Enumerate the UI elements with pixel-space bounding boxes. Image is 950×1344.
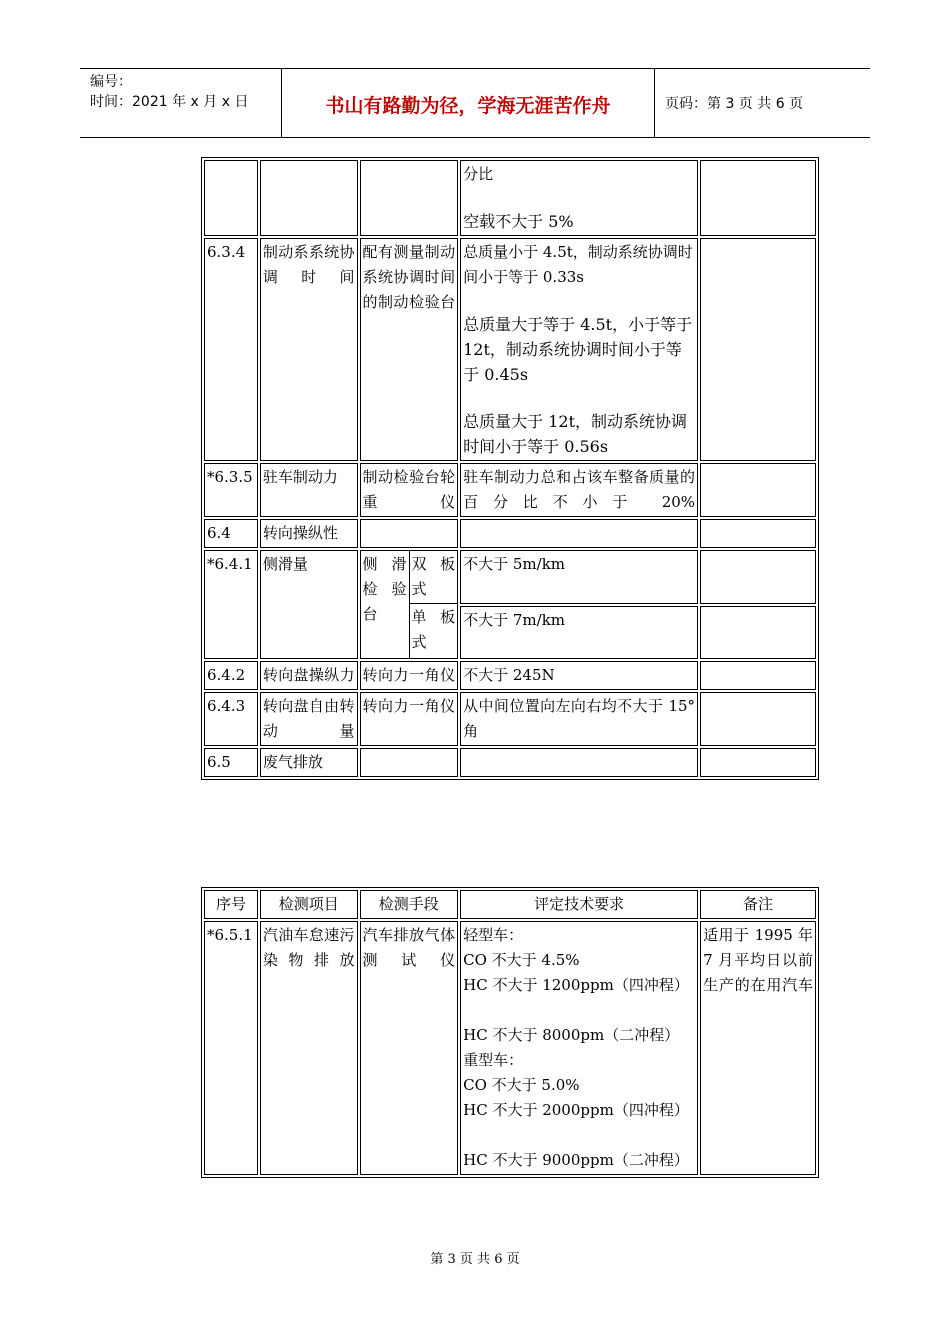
requirement-line: CO 不大于 5.0%: [463, 1076, 580, 1094]
page-footer: 第 3 页 共 6 页: [430, 1252, 520, 1267]
requirement-cell: 驻车制动力总和占该车整备质量的百分比不小于 20%: [460, 463, 698, 517]
column-header: 检测项目: [260, 890, 358, 919]
table-cell: [460, 519, 698, 548]
requirement-line: HC 不大于 1200ppm（四冲程）: [463, 976, 689, 994]
header-motto: 书山有路勤为径，学海无涯苦作舟: [325, 95, 611, 117]
table-row: [204, 661, 816, 690]
table-cell: [360, 160, 459, 236]
table-row: [204, 160, 816, 236]
item-cell: 驻车制动力: [260, 463, 358, 517]
row-number: 6.4: [204, 519, 258, 548]
column-header: 备注: [700, 890, 816, 919]
table-row: [204, 238, 816, 461]
table-cell: [360, 519, 459, 548]
table-row: [204, 550, 816, 604]
note-cell: 适用于 1995 年 7 月平均日以前生产的在用汽车: [700, 921, 816, 1175]
table-header-row: [204, 890, 816, 919]
means-cell: 转向力一角仪: [360, 661, 459, 690]
means-cell: 制动检验台轮重仪: [360, 463, 459, 517]
means-cell: [360, 550, 459, 659]
header-page-info: 页码：第 3 页 共 6 页: [665, 96, 804, 112]
item-cell: 侧滑量: [260, 550, 358, 659]
row-number: *6.4.1: [204, 550, 258, 659]
note-cell: [700, 238, 816, 461]
emission-table: [201, 887, 819, 1178]
row-number: 6.3.4: [204, 238, 258, 461]
requirement-line: HC 不大于 2000ppm（四冲程）: [463, 1101, 689, 1119]
means-cell: 配有测量制动系统协调时间的制动检验台: [360, 238, 459, 461]
means-text: 侧滑检验台: [362, 555, 407, 623]
row-number: 6.5: [204, 748, 258, 777]
row-number: *6.5.1: [204, 921, 258, 1175]
row-number: 6.4.3: [204, 692, 258, 746]
table-row: [204, 692, 816, 746]
note-cell: [700, 463, 816, 517]
row-number: *6.3.5: [204, 463, 258, 517]
requirement-line: [463, 1123, 695, 1148]
requirement-cell: [460, 238, 698, 461]
requirement-line: HC 不大于 8000pm（二冲程）: [463, 1026, 680, 1044]
means-subtable: [361, 551, 458, 658]
header-divider: [654, 69, 655, 137]
requirement-text: 空载不大于 5%: [463, 212, 574, 231]
column-header: 检测手段: [360, 890, 459, 919]
item-cell: 转向盘自由转动量: [260, 692, 358, 746]
table-row: [204, 748, 816, 777]
column-header: 评定技术要求: [460, 890, 698, 919]
note-cell: [700, 748, 816, 777]
requirement-cell: 不大于 245N: [460, 661, 698, 690]
note-cell: [700, 160, 816, 236]
requirement-text: 总质量大于 12t，制动系统协调时间小于等于 0.56s: [463, 412, 688, 456]
requirement-text: 总质量小于 4.5t，制动系统协调时间小于等于 0.33s: [463, 243, 693, 286]
note-cell: [700, 692, 816, 746]
item-cell: 汽油车怠速污染物排放: [260, 921, 358, 1175]
requirement-cell: [460, 160, 698, 236]
requirement-line: HC 不大于 9000ppm（二冲程）: [463, 1151, 689, 1169]
requirement-cell: 不大于 7m/km: [460, 606, 698, 660]
sub-method: 单板式: [409, 604, 457, 659]
header-left: [90, 72, 248, 112]
requirement-text: 分比: [463, 165, 494, 183]
note-cell: [700, 661, 816, 690]
row-number: 6.4.2: [204, 661, 258, 690]
requirement-cell: [460, 921, 698, 1175]
requirement-line: 重型车：: [463, 1051, 524, 1069]
header-number-label: 编号：: [90, 74, 132, 90]
table-cell: [204, 160, 258, 236]
requirement-line: CO 不大于 4.5%: [463, 951, 580, 969]
means-cell: 汽车排放气体测试仪: [360, 921, 459, 1175]
item-cell: 转向操纵性: [260, 519, 358, 548]
column-header: 序号: [204, 890, 258, 919]
item-cell: 废气排放: [260, 748, 358, 777]
table-cell: [460, 748, 698, 777]
means-cell: 转向力一角仪: [360, 692, 459, 746]
note-cell: [700, 519, 816, 548]
requirement-line: [463, 998, 695, 1023]
table-row: [204, 463, 816, 517]
table-row: [204, 921, 816, 1175]
item-cell: 制动系系统协调时间: [260, 238, 358, 461]
requirement-text: 总质量大于等于 4.5t，小于等于 12t，制动系统协调时间小于等于 0.45s: [463, 315, 693, 384]
table-cell: [360, 748, 459, 777]
sub-method: 双板式: [409, 551, 457, 604]
table-cell: [260, 160, 358, 236]
requirement-cell: 不大于 5m/km: [460, 550, 698, 604]
inspection-table-continued: [201, 157, 819, 780]
page-header: [80, 68, 870, 138]
requirement-cell: 从中间位置向左向右均不大于 15°角: [460, 692, 698, 746]
header-date: 时间：2021 年 x 月 x 日: [90, 94, 249, 110]
item-cell: 转向盘操纵力: [260, 661, 358, 690]
table-row: [204, 519, 816, 548]
note-cell: [700, 606, 816, 660]
requirement-line: 轻型车：: [463, 926, 524, 944]
note-cell: [700, 550, 816, 604]
